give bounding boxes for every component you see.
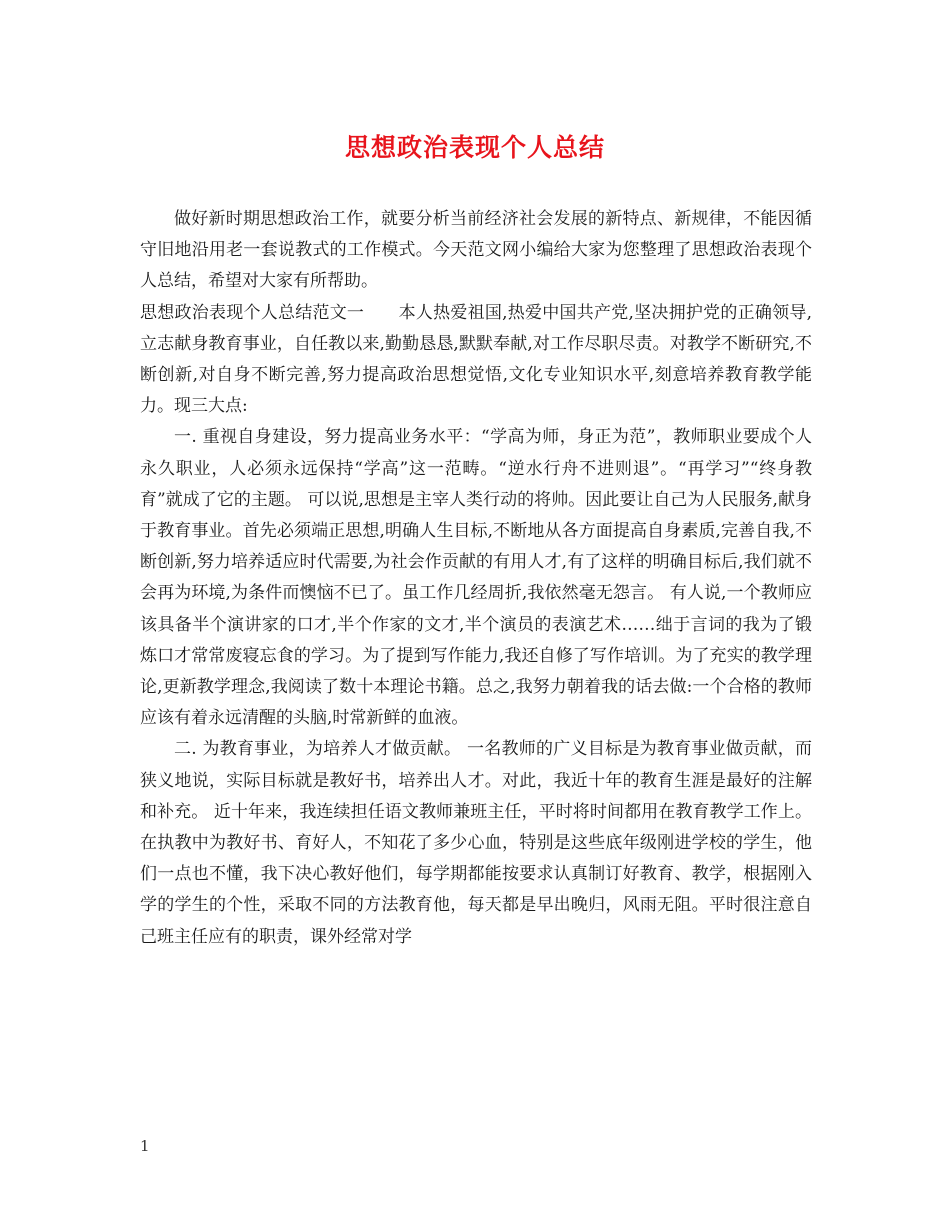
sample-one-paragraph: 思想政治表现个人总结范文一 本人热爱祖国,热爱中国共产党,坚决拥护党的正确领导,立志献身教育事业，自任教以来,勤勤恳恳,默默奉献,对工作尽职尽责。对教学不断研究,不断创新,对自身不断完善,努力提高政治思想觉悟,文化专业知识水平,刻意培养教育教学能力。现三大点: xyxy=(140,302,812,417)
page-title: 思想政治表现个人总结 xyxy=(344,133,605,162)
point-one-paragraph: 一. 重视自身建设，努力提高业务水平：“学高为师，身正为范”，教师职业要成个人永久职业，人必须永远保持“学高”这一范畴。“逆水行舟不进则退”。“再学习”“终身教育”就成了它的主题。 可以说,思想是主宰人类行动的将帅。因此要让自己为人民服务,献身于教育事业。首先必须端正思想,明确人生目标,不断地从各方面提高自身素质,完善自我,不断创新,努力培养适应时代需要,为社会作贡献的有用人才,有了这样的明确目标后,我们就不会再为环境,为条件而懊恼不已了。虽工作几经周折,我依然毫无怨言。 有人说,一个教师应该具备半个演讲家的口才,半个作家的文才,半个演员的表演艺术……绌于言词的我为了锻炼口才常常废寝忘食的学习。为了提到写作能力,我还自修了写作培训。为了充实的教学理论,更新教学理念,我阅读了数十本理论书籍。总之,我努力朝着我的话去做:一个合格的教师应该有着永远清醒的头脑,时常新鲜的血液。 xyxy=(140,427,812,729)
intro-paragraph: 做好新时期思想政治工作，就要分析当前经济社会发展的新特点、新规律，不能因循守旧地沿用老一套说教式的工作模式。今天范文网小编给大家为您整理了思想政治表现个人总结，希望对大家有所帮助。 xyxy=(140,209,812,292)
point-two-paragraph: 二. 为教育事业，为培养人才做贡献。 一名教师的广义目标是为教育事业做贡献，而狭义地说，实际目标就是教好书，培养出人才。对此，我近十年的教育生涯是最好的注解和补充。 近十年来，我连续担任语文教师兼班主任，平时将时间都用在教育教学工作上。在执教中为教好书、育好人，不知花了多少心血，特别是这些底年级刚进学校的学生，他们一点也不懂，我下决心教好他们，每学期都能按要求认真制订好教育、教学，根据刚入学的学生的个性，采取不同的方法教育他，每天都是早出晚归，风雨无阻。平时很注意自己班主任应有的职责，课外经常对学 xyxy=(140,739,812,947)
page-number: 1 xyxy=(140,1137,150,1155)
document-body xyxy=(140,204,812,953)
